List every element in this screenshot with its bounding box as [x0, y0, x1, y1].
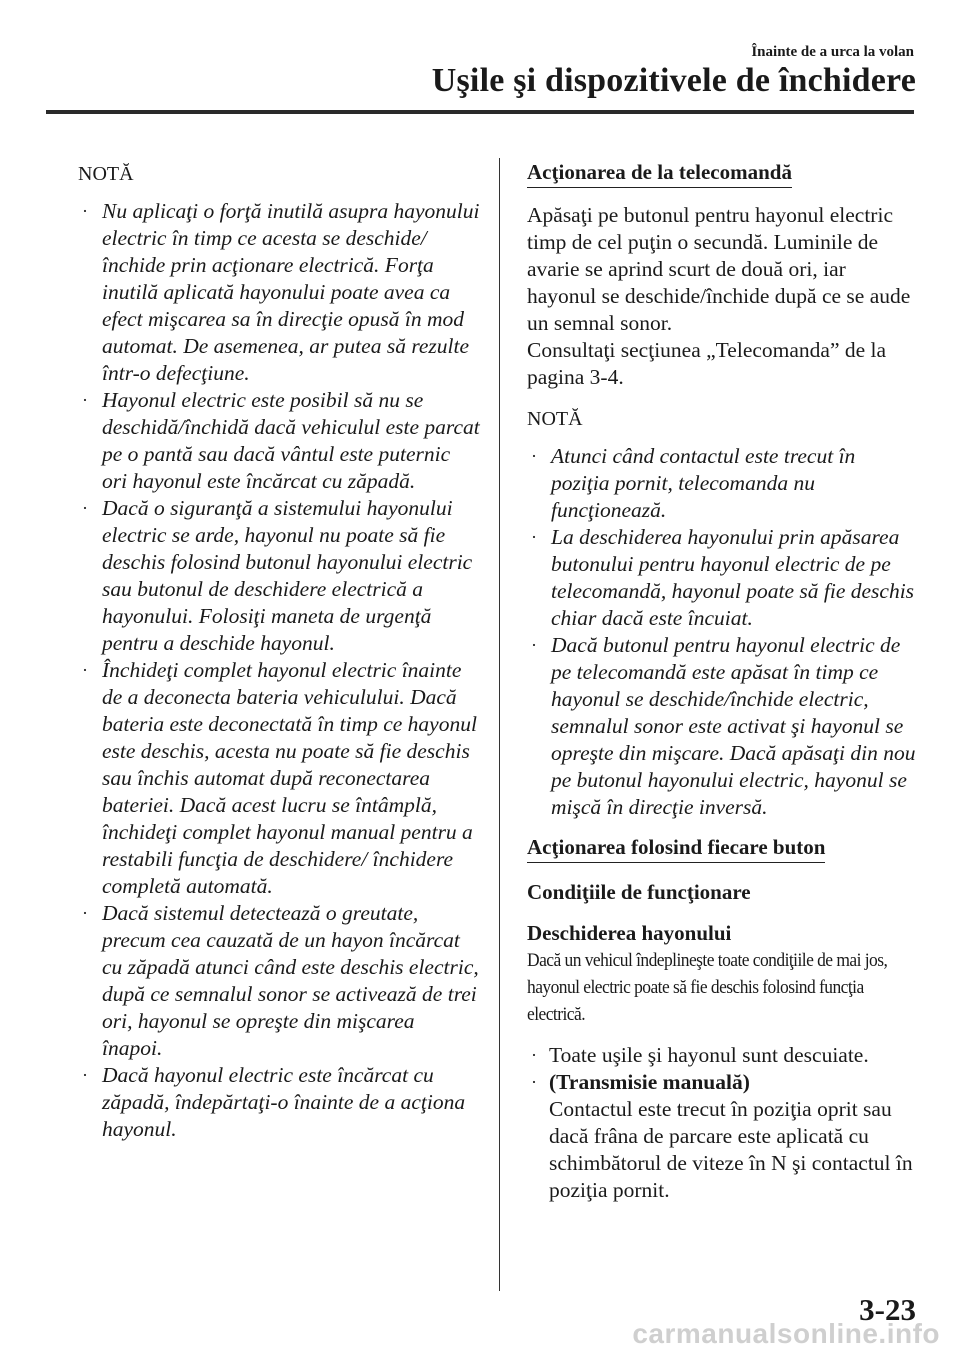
- condition-item: [527, 1069, 917, 1204]
- note-item: · Dacă hayonul electric este încărcat cu zăpadă, îndepărtaţi-o înainte de a acţiona hayonul.: [82, 1063, 466, 1141]
- bullet-icon: ·: [82, 660, 88, 680]
- note-item: · Nu aplicaţi o forţă inutilă asupra hayonului electric în timp ce acesta se deschide/închide prin acţionare electrică. Forţa inutilă aplicată hayonului poate avea ca efect mişcarea sa în direcţie opusă în mod automat. De asemenea, ar putea să rezulte într-o defecţiune.: [82, 199, 480, 385]
- note-list: [78, 198, 480, 1143]
- condition-list: [527, 1042, 917, 1204]
- note-label: NOTĂ: [78, 163, 134, 185]
- bullet-icon: ·: [531, 1072, 537, 1092]
- page-title: Uşile şi dispozitivele de închidere: [431, 62, 916, 99]
- condition-item: · Toate uşile şi hayonul sunt descuiate.: [531, 1043, 869, 1067]
- left-column: [78, 160, 480, 1143]
- note-item: · Închideţi complet hayonul electric înainte de a deconecta bateria vehiculului. Dacă bateria este deconectată în timp ce hayonul este deschis, acesta nu poate să fie deschis sau închis automat după reconectarea bateriei. Dacă acest lucru se întâmplă, închideţi complet hayonul manual pentru a restabili funcţia de deschidere/ închidere completă automată.: [82, 658, 477, 898]
- note-item: · Dacă sistemul detectează o greutate, precum cea cauzată de un hayon încărcat cu zăpadă atunci când este deschis electric, după ce semnalul sonor se activează de trei ori, hayonul se opreşte din mişcarea înapoi.: [82, 901, 479, 1060]
- remote-heading: Acţionarea de la telecomandă: [527, 160, 792, 188]
- conditions-heading: Condiţiile de funcţionare: [527, 880, 751, 904]
- opening-heading: Deschiderea hayonului: [527, 921, 732, 945]
- note-item: · Dacă butonul pentru hayonul electric de pe telecomandă este apăsat în timp ce hayonul se deschide/închide electric, semnalul sonor este activat şi hayonul se opreşte din mişcare. Dacă apăsaţi din nou pe butonul hayonului electric, hayonul se mişcă în direcţie inversă.: [531, 633, 916, 819]
- condition-title: (Transmisie manuală): [549, 1070, 750, 1094]
- note-item: · Dacă o siguranţă a sistemului hayonului electric se arde, hayonul nu poate să fie deschis folosind butonul hayonului electric sau butonul de deschidere electrică a hayonului. Folosiţi maneta de urgenţă pentru a deschide hayonul.: [82, 496, 473, 655]
- column-divider: [499, 158, 500, 1291]
- bullet-icon: ·: [531, 527, 537, 547]
- bullet-icon: ·: [531, 446, 537, 466]
- right-column: [527, 160, 917, 1204]
- bullet-icon: ·: [531, 1045, 537, 1065]
- bullet-icon: ·: [82, 903, 88, 923]
- note-item: · La deschiderea hayonului prin apăsarea butonului pentru hayonul electric de pe telecomandă, hayonul poate să fie deschis chiar dacă este încuiat.: [531, 525, 915, 630]
- note-label: NOTĂ: [527, 408, 583, 430]
- bullet-icon: ·: [82, 498, 88, 518]
- bullet-icon: ·: [531, 635, 537, 655]
- bullet-icon: ·: [82, 390, 88, 410]
- section-label: Înainte de a urca la volan: [751, 44, 914, 60]
- bullet-icon: ·: [82, 201, 88, 221]
- note-item: · Atunci când contactul este trecut în poziţia pornit, telecomanda nu funcţionează.: [531, 444, 856, 522]
- watermark: carmanualsonline.info: [632, 1318, 940, 1349]
- button-heading: Acţionarea folosind fiecare buton: [527, 835, 825, 863]
- condition-text: Contactul este trecut în poziţia oprit sau dacă frâna de parcare este aplicată cu schimbătorul de viteze în N şi contactul în poziţia pornit.: [549, 1097, 913, 1202]
- remote-text: Apăsaţi pe butonul pentru hayonul electric timp de cel puţin o secundă. Luminile de avarie se aprind scurt de două ori, iar hayonul se deschide/închide după ce se aude un semnal sonor.: [527, 203, 911, 335]
- page-number: 3-23: [859, 1292, 916, 1327]
- opening-text: Dacă un vehicul îndeplineşte toate condiţiile de mai jos, hayonul electric poate să fie deschis folosind funcţia electrică.: [527, 950, 888, 1025]
- note-item: · Hayonul electric este posibil să nu se deschidă/închidă dacă vehiculul este parcat pe o pantă sau dacă vântul este puternic ori hayonul este încărcat cu zăpadă.: [82, 388, 480, 493]
- remote-reference: Consultaţi secţiunea „Telecomanda” de la pagina 3-4.: [527, 338, 887, 389]
- bullet-icon: ·: [82, 1065, 88, 1085]
- header-rule: [46, 110, 914, 114]
- note-list: [527, 443, 917, 821]
